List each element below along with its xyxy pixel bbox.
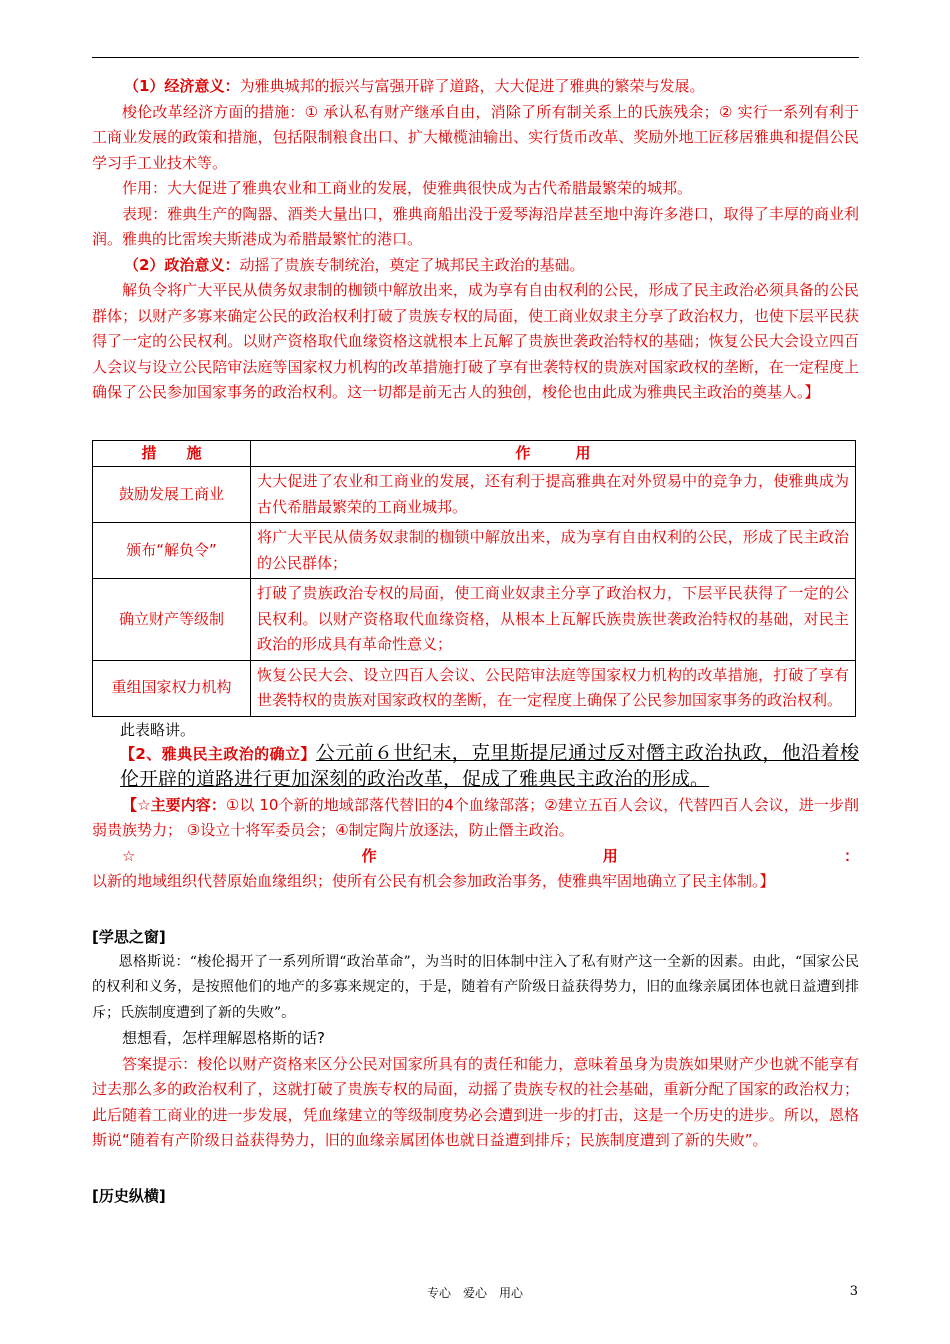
effect-text: 以新的地域组织代替原始血缘组织；使所有公民有机会参加政治事务，使雅典牢固地确立了民主体制。】 bbox=[92, 872, 775, 890]
table-cell-effect: 将广大平民从债务奴隶制的枷锁中解放出来，成为享有自由权利的公民，形成了民主政治的公民群体； bbox=[251, 523, 856, 579]
section2-content bbox=[92, 793, 859, 844]
measures-table bbox=[92, 440, 856, 717]
table-cell-measure: 确立财产等级制 bbox=[93, 579, 251, 661]
table-row bbox=[93, 660, 856, 716]
section2-big-text: 公元前６世纪末，克里斯提尼通过反对僭主政治执政，他沿着梭伦开辟的道路进行更加深刻的政治改革，促成了雅典民主政治的形成。 bbox=[120, 741, 859, 790]
footer-motto: 专心 爱心 用心 bbox=[426, 1286, 523, 1300]
table-cell-measure: 鼓励发展工商业 bbox=[93, 467, 251, 523]
table-head-measure: 措 施 bbox=[93, 440, 251, 467]
think-question: 想想看，怎样理解恩格斯的话? bbox=[122, 1029, 325, 1047]
table-cell-measure: 重组国家权力机构 bbox=[93, 660, 251, 716]
econ-manifest: 表现：雅典生产的陶器、酒类大量出口，雅典商船出没于爱琴海沿岸甚至地中海许多港口，取得了丰厚的商业利润。雅典的比雷埃夫斯港成为希腊最繁忙的港口。 bbox=[92, 204, 859, 248]
content-text: ①以 10个新的地域部落代替旧的4个血缘部落；②建立五百人会议，代替四百人会议，进一步削弱贵族势力； ③设立十将军委员会；④制定陶片放逐法，防止僭主政治。 bbox=[92, 795, 859, 839]
section2-label: 【2、雅典民主政治的确立】 bbox=[120, 744, 316, 763]
table-cell-effect: 恢复公民大会、设立四百人会议、公民陪审法庭等国家权力机构的改革措施，打破了享有世袭特权的贵族对国家政权的垄断，在一定程度上确保了公民参加国家事务的政治权利。 bbox=[251, 660, 856, 716]
table-cell-effect: 打破了贵族政治专权的局面，使工商业奴隶主分享了政治权力，下层平民获得了一定的公民权利。以财产资格取代血缘资格，从根本上瓦解氏族贵族世袭政治特权的基础，对民主政治的形成具有革命性意义； bbox=[251, 579, 856, 661]
athens-democracy-establish bbox=[92, 741, 859, 793]
econ-label: （1）经济意义： bbox=[124, 77, 240, 95]
pol-label: （2）政治意义： bbox=[124, 255, 240, 274]
econ-measures: 梭伦改革经济方面的措施：① 承认私有财产继承自由，消除了所有制关系上的氏族残余；② 实行一系列有利于工商业发展的政策和措施，包括限制粮食出口、扩大橄榄油输出、实行货币改革、奖励外地工匠移居雅典和提倡公民学习手工业技术等。 bbox=[92, 102, 859, 172]
pol-detail: 解负令将广大平民从债务奴隶制的枷锁中解放出来，成为享有自由权利的公民，形成了民主政治必须具备的公民群体；以财产多寡来确定公民的政治权利打破了贵族专权的局面，使工商业奴隶主分享了政治权力，也使下层平民获得了一定的公民权利。以财产资格取代血缘资格这就根本上瓦解了贵族世袭政治特权的基础；恢复公民大会设立四百人会议与设立公民陪审法庭等国家权力机构的改革措施打破了享有世袭特权的贵族对国家政权的垄断，在一定程度上确保了公民参加国家事务的政治权利。这一切都是前无古人的独创，梭伦也由此成为雅典民主政治的奠基人。】 bbox=[92, 281, 859, 401]
table-row bbox=[93, 523, 856, 579]
econ-significance bbox=[92, 74, 859, 100]
table-row bbox=[93, 467, 856, 523]
table-note: 此表略讲。 bbox=[120, 720, 196, 739]
engels-quote: 恩格斯说：“梭伦揭开了一系列所谓“政治革命”，为当时的旧体制中注入了私有财产这一全新的因素。由此，“国家公民的权利和义务，是按照他们的地产的多寡来规定的，于是，随着有产阶级日益获得势力，旧的血缘亲属团体也就日益遭到排斥；氏族制度遭到了新的失败”。 bbox=[92, 953, 859, 1021]
xuesi-heading: [学思之窗] bbox=[92, 927, 166, 946]
effect-label: ☆作用： bbox=[122, 846, 859, 865]
content-label: 【☆主要内容： bbox=[122, 795, 226, 814]
table-cell-measure: 颁布“解负令” bbox=[93, 523, 251, 579]
section2-effect bbox=[92, 844, 859, 895]
page-number: 3 bbox=[849, 1284, 858, 1299]
pol-significance bbox=[92, 253, 859, 279]
answer-hint: 答案提示：梭伦以财产资格来区分公民对国家所具有的责任和能力，意味着虽身为贵族如果财产少也就不能享有过去那么多的政治权利了，这就打破了贵族专权的局面，动摇了贵族专权的社会基础，重新分配了国家的政治权力；此后随着工商业的进一步发展，凭血缘建立的等级制度势必会遭到进一步的打击，这是一个历史的进步。所以，恩格斯说“随着有产阶级日益获得势力，旧的血缘亲属团体也就日益遭到排斥；民族制度遭到了新的失败”。 bbox=[92, 1054, 859, 1149]
page-content bbox=[92, 74, 859, 1209]
table-header bbox=[93, 440, 856, 467]
lishi-heading: [历史纵横] bbox=[92, 1186, 166, 1205]
econ-text: 为雅典城邦的振兴与富强开辟了道路，大大促进了雅典的繁荣与发展。 bbox=[239, 77, 705, 95]
pol-text: 动摇了贵族专制统治，奠定了城邦民主政治的基础。 bbox=[239, 255, 585, 274]
econ-effect: 作用：大大促进了雅典农业和工商业的发展，使雅典很快成为古代希腊最繁荣的城邦。 bbox=[122, 179, 693, 197]
table-cell-effect: 大大促进了农业和工商业的发展，还有利于提高雅典在对外贸易中的竞争力，使雅典成为古代希腊最繁荣的工商业城邦。 bbox=[251, 467, 856, 523]
header-rule bbox=[92, 57, 859, 58]
table-head-effect: 作 用 bbox=[251, 440, 856, 467]
table-row bbox=[93, 579, 856, 661]
